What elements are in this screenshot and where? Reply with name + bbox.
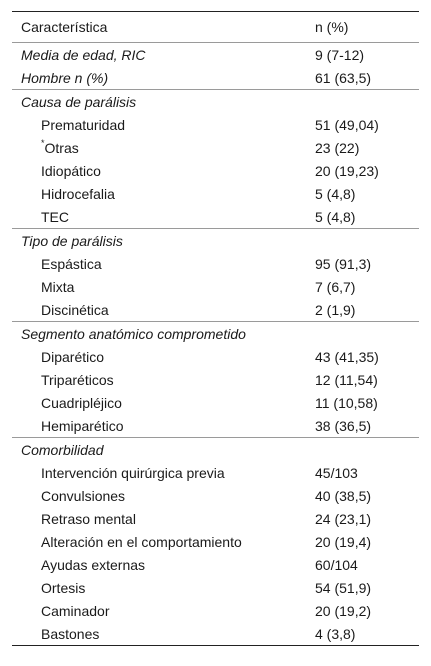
row-value: 20 (19,2) xyxy=(315,602,372,619)
table-row xyxy=(12,622,419,646)
table-row xyxy=(12,205,419,229)
table-row xyxy=(12,136,419,159)
row-label-text: Alteración en el comportamiento xyxy=(41,533,242,550)
table-section-row xyxy=(12,229,419,253)
table-header-row xyxy=(12,12,419,43)
row-label xyxy=(12,298,311,322)
row-label xyxy=(12,622,311,646)
characteristics-table xyxy=(12,11,419,646)
table-row xyxy=(12,113,419,136)
table-section-row xyxy=(12,438,419,462)
row-label xyxy=(12,414,311,438)
row-label-text: Cuadripléjico xyxy=(41,394,122,411)
row-label xyxy=(12,576,311,599)
row-label-text: Caminador xyxy=(41,602,110,619)
row-label xyxy=(12,43,311,67)
row-value: 61 (63,5) xyxy=(315,69,372,86)
row-label xyxy=(12,229,311,253)
row-label-text: Otras xyxy=(44,139,79,156)
row-value: 38 (36,5) xyxy=(315,417,372,434)
row-label xyxy=(12,484,311,507)
row-label xyxy=(12,322,311,346)
table-section-row xyxy=(12,322,419,346)
row-label-text: Prematuridad xyxy=(41,116,126,133)
row-label xyxy=(12,113,311,136)
row-label-text: Tipo de parálisis xyxy=(21,232,123,249)
row-value: 12 (11,54) xyxy=(315,371,378,388)
row-label-text: Convulsiones xyxy=(41,487,126,504)
row-label-text: Espástica xyxy=(41,255,102,272)
table-row xyxy=(12,414,419,438)
row-label-text: Ayudas externas xyxy=(41,556,146,573)
row-label xyxy=(12,599,311,622)
row-label xyxy=(12,345,311,368)
table-row xyxy=(12,159,419,182)
row-value: 7 (6,7) xyxy=(315,278,356,295)
row-label-text: Retraso mental xyxy=(41,510,136,527)
row-label xyxy=(12,553,311,576)
footnote-marker: * xyxy=(41,137,45,148)
table-row xyxy=(12,298,419,322)
table-row xyxy=(12,553,419,576)
row-label-text: Media de edad, RIC xyxy=(21,46,146,63)
row-label xyxy=(12,90,311,114)
table-row xyxy=(12,599,419,622)
row-label-text: Triparéticos xyxy=(41,371,114,388)
table-row xyxy=(12,391,419,414)
characteristics-table-container xyxy=(12,11,419,646)
row-label-text: Discinética xyxy=(41,301,109,318)
table-row xyxy=(12,507,419,530)
table-row xyxy=(12,66,419,90)
row-label xyxy=(12,252,311,275)
row-label xyxy=(12,368,311,391)
row-value: 4 (3,8) xyxy=(311,622,419,646)
row-value: 5 (4,8) xyxy=(315,208,356,225)
row-label-text: TEC xyxy=(41,208,69,225)
row-value: 2 (1,9) xyxy=(315,301,356,318)
table-row xyxy=(12,275,419,298)
row-value xyxy=(311,322,419,346)
row-value: 23 (22) xyxy=(315,139,360,156)
row-label xyxy=(12,159,311,182)
row-label-text: Ortesis xyxy=(41,579,86,596)
row-label-text: Intervención quirúrgica previa xyxy=(41,464,225,481)
row-value xyxy=(311,438,419,462)
row-value: 11 (10,58) xyxy=(315,394,378,411)
row-value: 45/103 xyxy=(315,464,358,481)
table-row xyxy=(12,530,419,553)
row-label xyxy=(12,530,311,553)
row-label-text: Comorbilidad xyxy=(21,441,104,458)
table-row xyxy=(12,182,419,205)
row-label-text: Bastones xyxy=(41,625,100,642)
row-label xyxy=(12,461,311,484)
table-row xyxy=(12,576,419,599)
row-label xyxy=(12,205,311,229)
row-label xyxy=(12,275,311,298)
row-label-text: Hidrocefalia xyxy=(41,185,115,202)
row-value: 51 (49,04) xyxy=(315,116,379,133)
table-body xyxy=(12,43,419,646)
row-label-text: Mixta xyxy=(41,278,75,295)
table-section-row xyxy=(12,90,419,114)
row-label xyxy=(12,66,311,90)
row-label xyxy=(12,507,311,530)
row-label xyxy=(12,136,311,159)
row-label-text: Diparético xyxy=(41,348,105,365)
row-value: 20 (19,4) xyxy=(315,533,372,550)
header-value: n (%) xyxy=(315,19,349,35)
row-value xyxy=(311,229,419,253)
row-label-text: Hombre n (%) xyxy=(21,69,109,86)
row-value: 5 (4,8) xyxy=(315,185,356,202)
table-row xyxy=(12,43,419,67)
row-label xyxy=(12,391,311,414)
table-row xyxy=(12,484,419,507)
row-value: 9 (7-12) xyxy=(311,43,419,67)
row-label xyxy=(12,438,311,462)
table-row xyxy=(12,252,419,275)
row-value: 60/104 xyxy=(315,556,358,573)
table-row xyxy=(12,461,419,484)
row-label xyxy=(12,182,311,205)
row-value xyxy=(311,90,419,114)
row-value: 40 (38,5) xyxy=(315,487,372,504)
row-label-text: Idiopático xyxy=(41,162,101,179)
row-value: 24 (23,1) xyxy=(315,510,372,527)
row-label-text: Causa de parálisis xyxy=(21,93,137,110)
row-value: 95 (91,3) xyxy=(315,255,372,272)
header-characteristic: Característica xyxy=(21,19,108,35)
table-row xyxy=(12,345,419,368)
row-value: 20 (19,23) xyxy=(315,162,379,179)
row-label-text: Hemiparético xyxy=(41,417,124,434)
row-value: 43 (41,35) xyxy=(315,348,379,365)
row-label-text: Segmento anatómico comprometido xyxy=(21,325,246,342)
row-value: 54 (51,9) xyxy=(315,579,372,596)
table-row xyxy=(12,368,419,391)
